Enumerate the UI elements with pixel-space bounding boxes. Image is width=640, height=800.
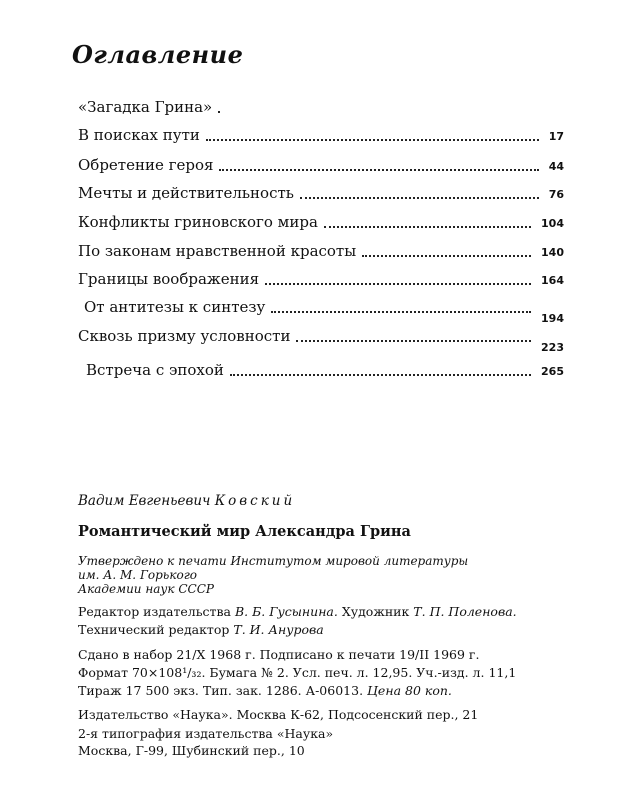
toc-dot-leader — [324, 226, 531, 228]
contents-heading: Оглавление — [72, 40, 244, 69]
toc-dot-leader — [271, 311, 531, 313]
author-surname: Ковский — [214, 493, 296, 509]
publisher-line: Издательство «Наука». Москва К-62, Подсосенский пер., 21 — [78, 707, 479, 722]
editor-name: В. Б. Гусынина. — [234, 604, 338, 619]
toc-entry — [78, 180, 564, 202]
toc-entry — [78, 209, 564, 231]
book-title: Романтический мир Александра Грина — [78, 523, 411, 540]
toc-entry-page: 223 — [541, 341, 564, 354]
toc-entry-page: 76 — [548, 188, 564, 201]
toc-dot-leader — [300, 197, 539, 199]
toc-dot-leader — [230, 374, 531, 376]
toc-entry-title: Конфликты гриновского мира — [78, 213, 318, 231]
toc-entry-page: 140 — [541, 246, 564, 259]
toc-entry — [78, 94, 564, 116]
print-line — [78, 683, 452, 698]
author-line — [78, 493, 295, 509]
toc-dot-leader — [218, 111, 220, 113]
tech-editor-name: Т. И. Анурова — [233, 622, 324, 637]
toc-entry — [78, 266, 564, 288]
tech-editor-label: Технический редактор — [78, 622, 230, 637]
tech-editor-line — [78, 622, 324, 637]
artist-name: Т. П. Поленова. — [413, 604, 517, 619]
toc-entry-page: 44 — [548, 160, 564, 173]
toc-entry-title: По законам нравственной красоты — [78, 242, 357, 260]
printing-house-line: 2-я типография издательства «Наука» — [78, 726, 334, 741]
toc-entry-title: От антитезы к синтезу — [84, 298, 266, 316]
approval-block — [78, 554, 468, 596]
toc-entry-page: 194 — [541, 312, 564, 325]
editor-label: Редактор издательства — [78, 604, 231, 619]
approval-line: им. А. М. Горького — [78, 568, 198, 582]
print-line: Сдано в набор 21/X 1968 г. Подписано к печати 19/II 1969 г. — [78, 647, 480, 662]
toc-entry-title: Встреча с эпохой — [86, 361, 224, 379]
toc-entry-page: 17 — [548, 130, 564, 143]
toc-entry-title: «Загадка Грина» — [78, 98, 213, 116]
approval-line: Утверждено к печати Институтом мировой литературы — [78, 554, 469, 568]
toc-entry-title: Мечты и действительность — [78, 184, 294, 202]
toc-entry-page: 164 — [541, 274, 564, 287]
toc-entry-page: 265 — [541, 365, 564, 378]
toc-entry-title: Границы воображения — [78, 270, 260, 288]
toc-dot-leader — [206, 139, 539, 141]
toc-dot-leader — [265, 283, 531, 285]
toc-entry — [78, 238, 564, 260]
toc-entry-title: Обретение героя — [78, 156, 214, 174]
print-line: Формат 70×108¹/₃₂. Бумага № 2. Усл. печ. л. 12,95. Уч.-изд. л. 11,1 — [78, 665, 517, 680]
toc-entry — [84, 294, 564, 325]
printing-house-address: Москва, Г-99, Шубинский пер., 10 — [78, 743, 305, 758]
artist-label: Художник — [341, 604, 410, 619]
price: Цена 80 коп. — [367, 683, 452, 698]
author-name: Вадим Евгеньевич — [78, 493, 211, 509]
toc-entry-title: Сквозь призму условности — [78, 327, 291, 345]
toc-entry-title: В поисках пути — [78, 126, 200, 144]
toc-entry-page: 104 — [541, 217, 564, 230]
approval-line: Академии наук СССР — [78, 582, 214, 596]
toc-entry — [78, 122, 564, 144]
toc-entry — [78, 323, 564, 354]
toc-entry — [86, 357, 564, 379]
toc-dot-leader — [219, 169, 539, 171]
toc-entry — [78, 152, 564, 174]
editor-line — [78, 604, 517, 619]
toc-dot-leader — [296, 340, 531, 342]
toc-dot-leader — [362, 255, 531, 257]
print-run: Тираж 17 500 экз. Тип. зак. 1286. А-06013. — [78, 683, 364, 698]
